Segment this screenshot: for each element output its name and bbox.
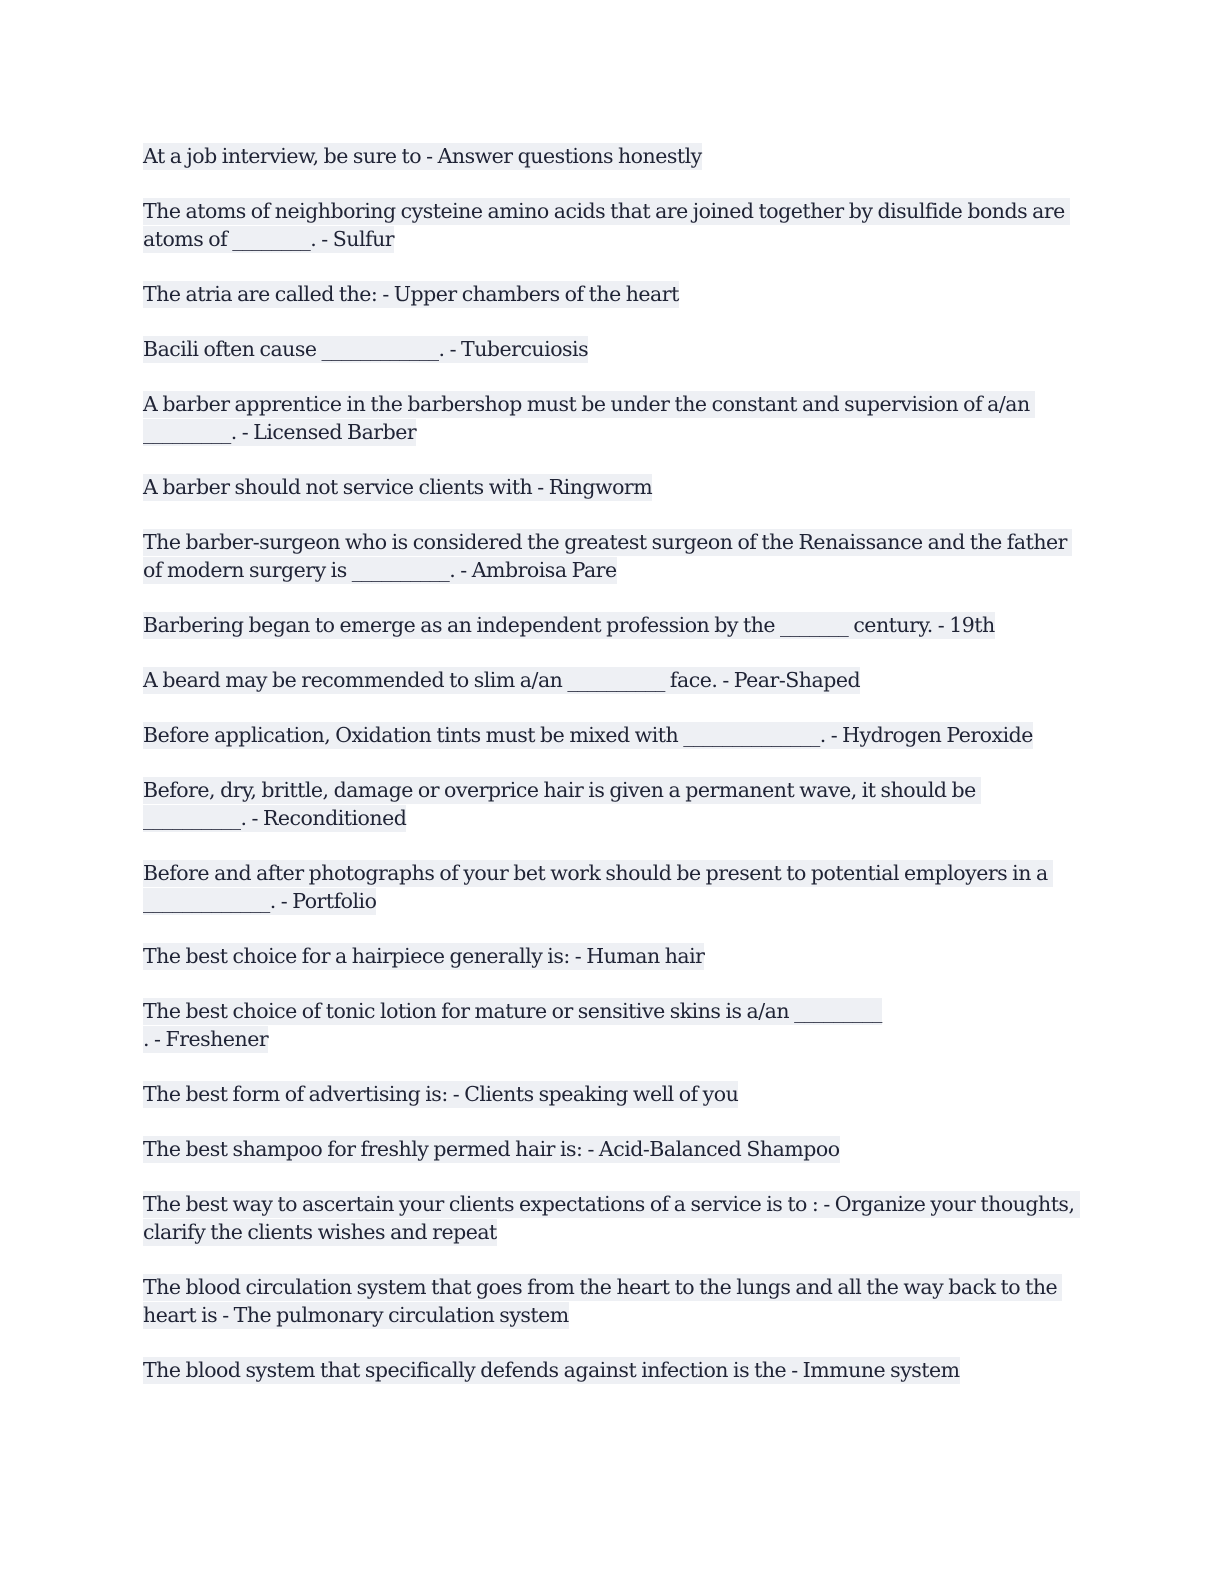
document-page xyxy=(143,142,1078,1411)
qa-text: The best way to ascertain your clients expectations of a service is to : - Organize your thoughts, clarify the clients wishes and repeat xyxy=(143,1192,1080,1244)
list-item xyxy=(143,942,1078,970)
qa-text: The best form of advertising is: - Clients speaking well of you xyxy=(143,1082,739,1106)
list-item xyxy=(143,473,1078,501)
qa-text: At a job interview, be sure to - Answer questions honestly xyxy=(143,144,702,168)
qa-list xyxy=(143,142,1078,1384)
qa-text: Before, dry, brittle, damage or overprice hair is given a permanent wave, it should be __________. - Reconditioned xyxy=(143,778,981,830)
list-item xyxy=(143,335,1078,363)
qa-text: Before application, Oxidation tints must be mixed with ______________. - Hydrogen Peroxide xyxy=(143,723,1033,747)
qa-text: The atoms of neighboring cysteine amino acids that are joined together by disulfide bonds are atoms of ________. - Sulfur xyxy=(143,199,1070,251)
list-item xyxy=(143,528,1078,584)
qa-text: The best choice of tonic lotion for mature or sensitive skins is a/an _________ . - Freshener xyxy=(143,999,882,1051)
list-item xyxy=(143,859,1078,915)
qa-text: A barber apprentice in the barbershop must be under the constant and supervision of a/an _________. - Licensed Barber xyxy=(143,392,1035,444)
list-item xyxy=(143,280,1078,308)
qa-text: The best choice for a hairpiece generally is: - Human hair xyxy=(143,944,705,968)
list-item xyxy=(143,776,1078,832)
qa-text: The atria are called the: - Upper chambers of the heart xyxy=(143,282,679,306)
qa-text: The best shampoo for freshly permed hair is: - Acid-Balanced Shampoo xyxy=(143,1137,840,1161)
list-item xyxy=(143,197,1078,253)
list-item xyxy=(143,1135,1078,1163)
list-item xyxy=(143,611,1078,639)
list-item xyxy=(143,721,1078,749)
list-item xyxy=(143,666,1078,694)
list-item xyxy=(143,142,1078,170)
qa-text: Bacili often cause ____________. - Tubercuiosis xyxy=(143,337,589,361)
qa-text: The blood system that specifically defends against infection is the - Immune system xyxy=(143,1358,960,1382)
list-item xyxy=(143,1356,1078,1384)
list-item xyxy=(143,390,1078,446)
qa-text: The barber-surgeon who is considered the greatest surgeon of the Renaissance and the father of modern surgery is __________. - Ambroisa Pare xyxy=(143,530,1073,582)
list-item xyxy=(143,1080,1078,1108)
list-item xyxy=(143,1190,1078,1246)
qa-text: Barbering began to emerge as an independent profession by the _______ century. - 19th xyxy=(143,613,995,637)
list-item xyxy=(143,1273,1078,1329)
qa-text: Before and after photographs of your bet work should be present to potential employers in a _____________. - Portfolio xyxy=(143,861,1053,913)
qa-text: The blood circulation system that goes from the heart to the lungs and all the way back to the heart is - The pulmonary circulation system xyxy=(143,1275,1063,1327)
qa-text: A barber should not service clients with - Ringworm xyxy=(143,475,653,499)
qa-text: A beard may be recommended to slim a/an __________ face. - Pear-Shaped xyxy=(143,668,861,692)
list-item xyxy=(143,997,1078,1053)
